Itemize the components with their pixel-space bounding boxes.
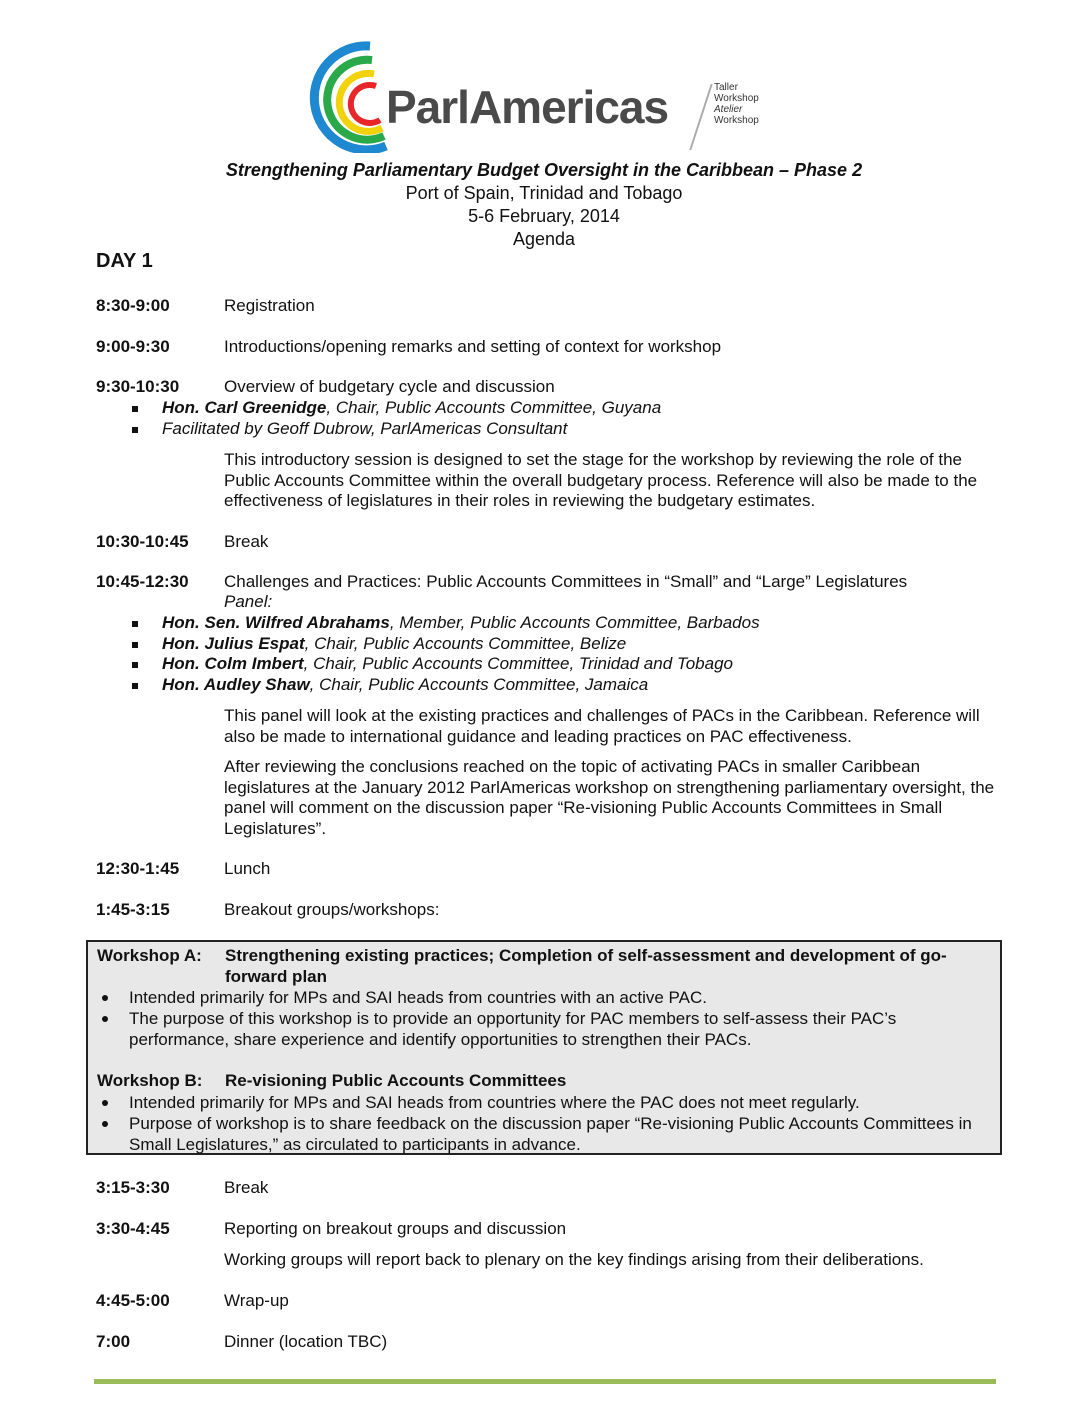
square-bullet-icon <box>132 662 138 668</box>
bullet-dot-icon <box>102 995 108 1001</box>
speaker-bullet <box>162 613 902 634</box>
workshop-point-text: The purpose of this workshop is to provide an opportunity for PAC members to self-assess their PAC’s performance, share experience and identify opportunities to strengthen their PACs. <box>129 1009 897 1049</box>
workshop-title: Strengthening existing practices; Completion of self-assessment and development of go-forward plan <box>225 946 947 986</box>
square-bullet-icon <box>132 621 138 627</box>
speaker-role: , Chair, Public Accounts Committee, Belize <box>304 634 627 653</box>
agenda-heading: Agenda <box>512 229 576 249</box>
speaker-name: Hon. Sen. Wilfred Abrahams <box>162 613 390 632</box>
workshop-point-text: Purpose of workshop is to share feedback on the discussion paper “Re-visioning Public Accounts Committees in Small Legislatures,” as circulated to participants in advance. <box>129 1114 972 1154</box>
document-location: Port of Spain, Trinidad and Tobago <box>405 183 683 203</box>
parlamericas-logo <box>300 38 810 153</box>
agenda-time: 7:00 <box>96 1332 131 1351</box>
bullet-dot-icon <box>102 1121 108 1127</box>
session-description: After reviewing the conclusions reached on the topic of activating PACs in smaller Caribbean legislatures at the January 2012 ParlAmericas workshop on strengthening parliamentary oversight, the panel will comment on the discussion paper “Re-visioning Public Accounts Committees in Small Legislatures”. <box>224 757 995 838</box>
logo-wordmark: ParlAmericas <box>386 81 669 133</box>
logo-lang: Workshop <box>714 93 759 104</box>
agenda-desc: Breakout groups/workshops: <box>224 900 440 919</box>
square-bullet-icon <box>132 406 138 412</box>
speaker-name: Hon. Audley Shaw <box>162 675 310 694</box>
speaker-bullet <box>162 634 902 655</box>
agenda-time: 3:30-4:45 <box>96 1219 170 1238</box>
logo-languages <box>714 82 759 126</box>
workshop-point <box>129 1093 999 1114</box>
session-description: Working groups will report back to plenary on the key findings arising from their deliberations. <box>224 1250 924 1269</box>
footer-rule <box>94 1379 996 1384</box>
agenda-desc: Registration <box>224 296 315 315</box>
document-dates: 5-6 February, 2014 <box>468 206 620 226</box>
speaker-role: , Chair, Public Accounts Committee, Jamaica <box>309 675 649 694</box>
agenda-time: 12:30-1:45 <box>96 859 180 878</box>
agenda-desc: Dinner (location TBC) <box>224 1332 388 1351</box>
agenda-desc: Reporting on breakout groups and discussion <box>224 1219 567 1238</box>
agenda-desc: Break <box>224 1178 269 1197</box>
speaker-name: Hon. Colm Imbert <box>162 654 304 673</box>
speaker-role: Facilitated by Geoff Dubrow, ParlAmericas Consultant <box>162 419 568 438</box>
square-bullet-icon <box>132 683 138 689</box>
speaker-name: Hon. Carl Greenidge <box>162 398 327 417</box>
workshop-point <box>129 988 999 1009</box>
speaker-bullet <box>162 654 902 675</box>
speaker-name: Hon. Julius Espat <box>162 634 305 653</box>
agenda-time: 10:30-10:45 <box>96 532 189 551</box>
workshop-point <box>129 1009 999 1050</box>
logo-lang: Workshop <box>714 115 759 126</box>
workshop-point <box>129 1114 999 1155</box>
agenda-desc: Introductions/opening remarks and setting of context for workshop <box>224 337 722 356</box>
logo-divider <box>689 84 712 150</box>
agenda-time: 3:15-3:30 <box>96 1178 170 1197</box>
panel-label: Panel: <box>224 592 273 611</box>
agenda-time: 8:30-9:00 <box>96 296 170 315</box>
square-bullet-icon <box>132 642 138 648</box>
speaker-bullet <box>162 398 902 419</box>
workshop-point-text: Intended primarily for MPs and SAI heads from countries with an active PAC. <box>129 988 707 1007</box>
speaker-bullet <box>162 419 902 440</box>
agenda-time: 4:45-5:00 <box>96 1291 170 1310</box>
logo-lang: Taller <box>714 82 738 93</box>
logo-lang: Atelier <box>714 104 743 115</box>
agenda-desc: Challenges and Practices: Public Accounts Committees in “Small” and “Large” Legislatures <box>224 572 908 591</box>
bullet-dot-icon <box>102 1016 108 1022</box>
title-text: Strengthening Parliamentary Budget Oversight in the Caribbean – Phase 2 <box>225 160 863 180</box>
agenda-time: 1:45-3:15 <box>96 900 170 919</box>
workshops-box <box>86 940 1002 1155</box>
speaker-role: , Chair, Public Accounts Committee, Trinidad and Tobago <box>303 654 733 673</box>
workshop-label: Workshop A: <box>97 946 202 965</box>
workshop-label: Workshop B: <box>97 1071 203 1090</box>
workshop-title: Re-visioning Public Accounts Committees <box>225 1071 567 1090</box>
workshop-point-text: Intended primarily for MPs and SAI heads from countries where the PAC does not meet regularly. <box>129 1093 860 1112</box>
agenda-time: 9:30-10:30 <box>96 377 180 396</box>
agenda-desc: Overview of budgetary cycle and discussion <box>224 377 555 396</box>
agenda-desc: Lunch <box>224 859 271 878</box>
square-bullet-icon <box>132 427 138 433</box>
session-description: This introductory session is designed to set the stage for the workshop by reviewing the role of the Public Accounts Committee within the overall budgetary process. Reference will also be made to the effectiveness of legislatures in their roles in reviewing the budgetary estimates. <box>224 450 978 510</box>
bullet-dot-icon <box>102 1100 108 1106</box>
speaker-bullet <box>162 675 902 696</box>
agenda-time: 9:00-9:30 <box>96 337 170 356</box>
speaker-role: , Chair, Public Accounts Committee, Guyana <box>326 398 662 417</box>
day-heading: DAY 1 <box>96 250 153 272</box>
agenda-desc: Wrap-up <box>224 1291 289 1310</box>
agenda-time: 10:45-12:30 <box>96 572 189 591</box>
document-title <box>0 159 1088 181</box>
agenda-desc: Break <box>224 532 269 551</box>
session-description: This panel will look at the existing practices and challenges of PACs in the Caribbean. Reference will also be made to international guidance and leading practices on PAC effectiveness. <box>224 706 980 746</box>
speaker-role: , Member, Public Accounts Committee, Barbados <box>389 613 760 632</box>
